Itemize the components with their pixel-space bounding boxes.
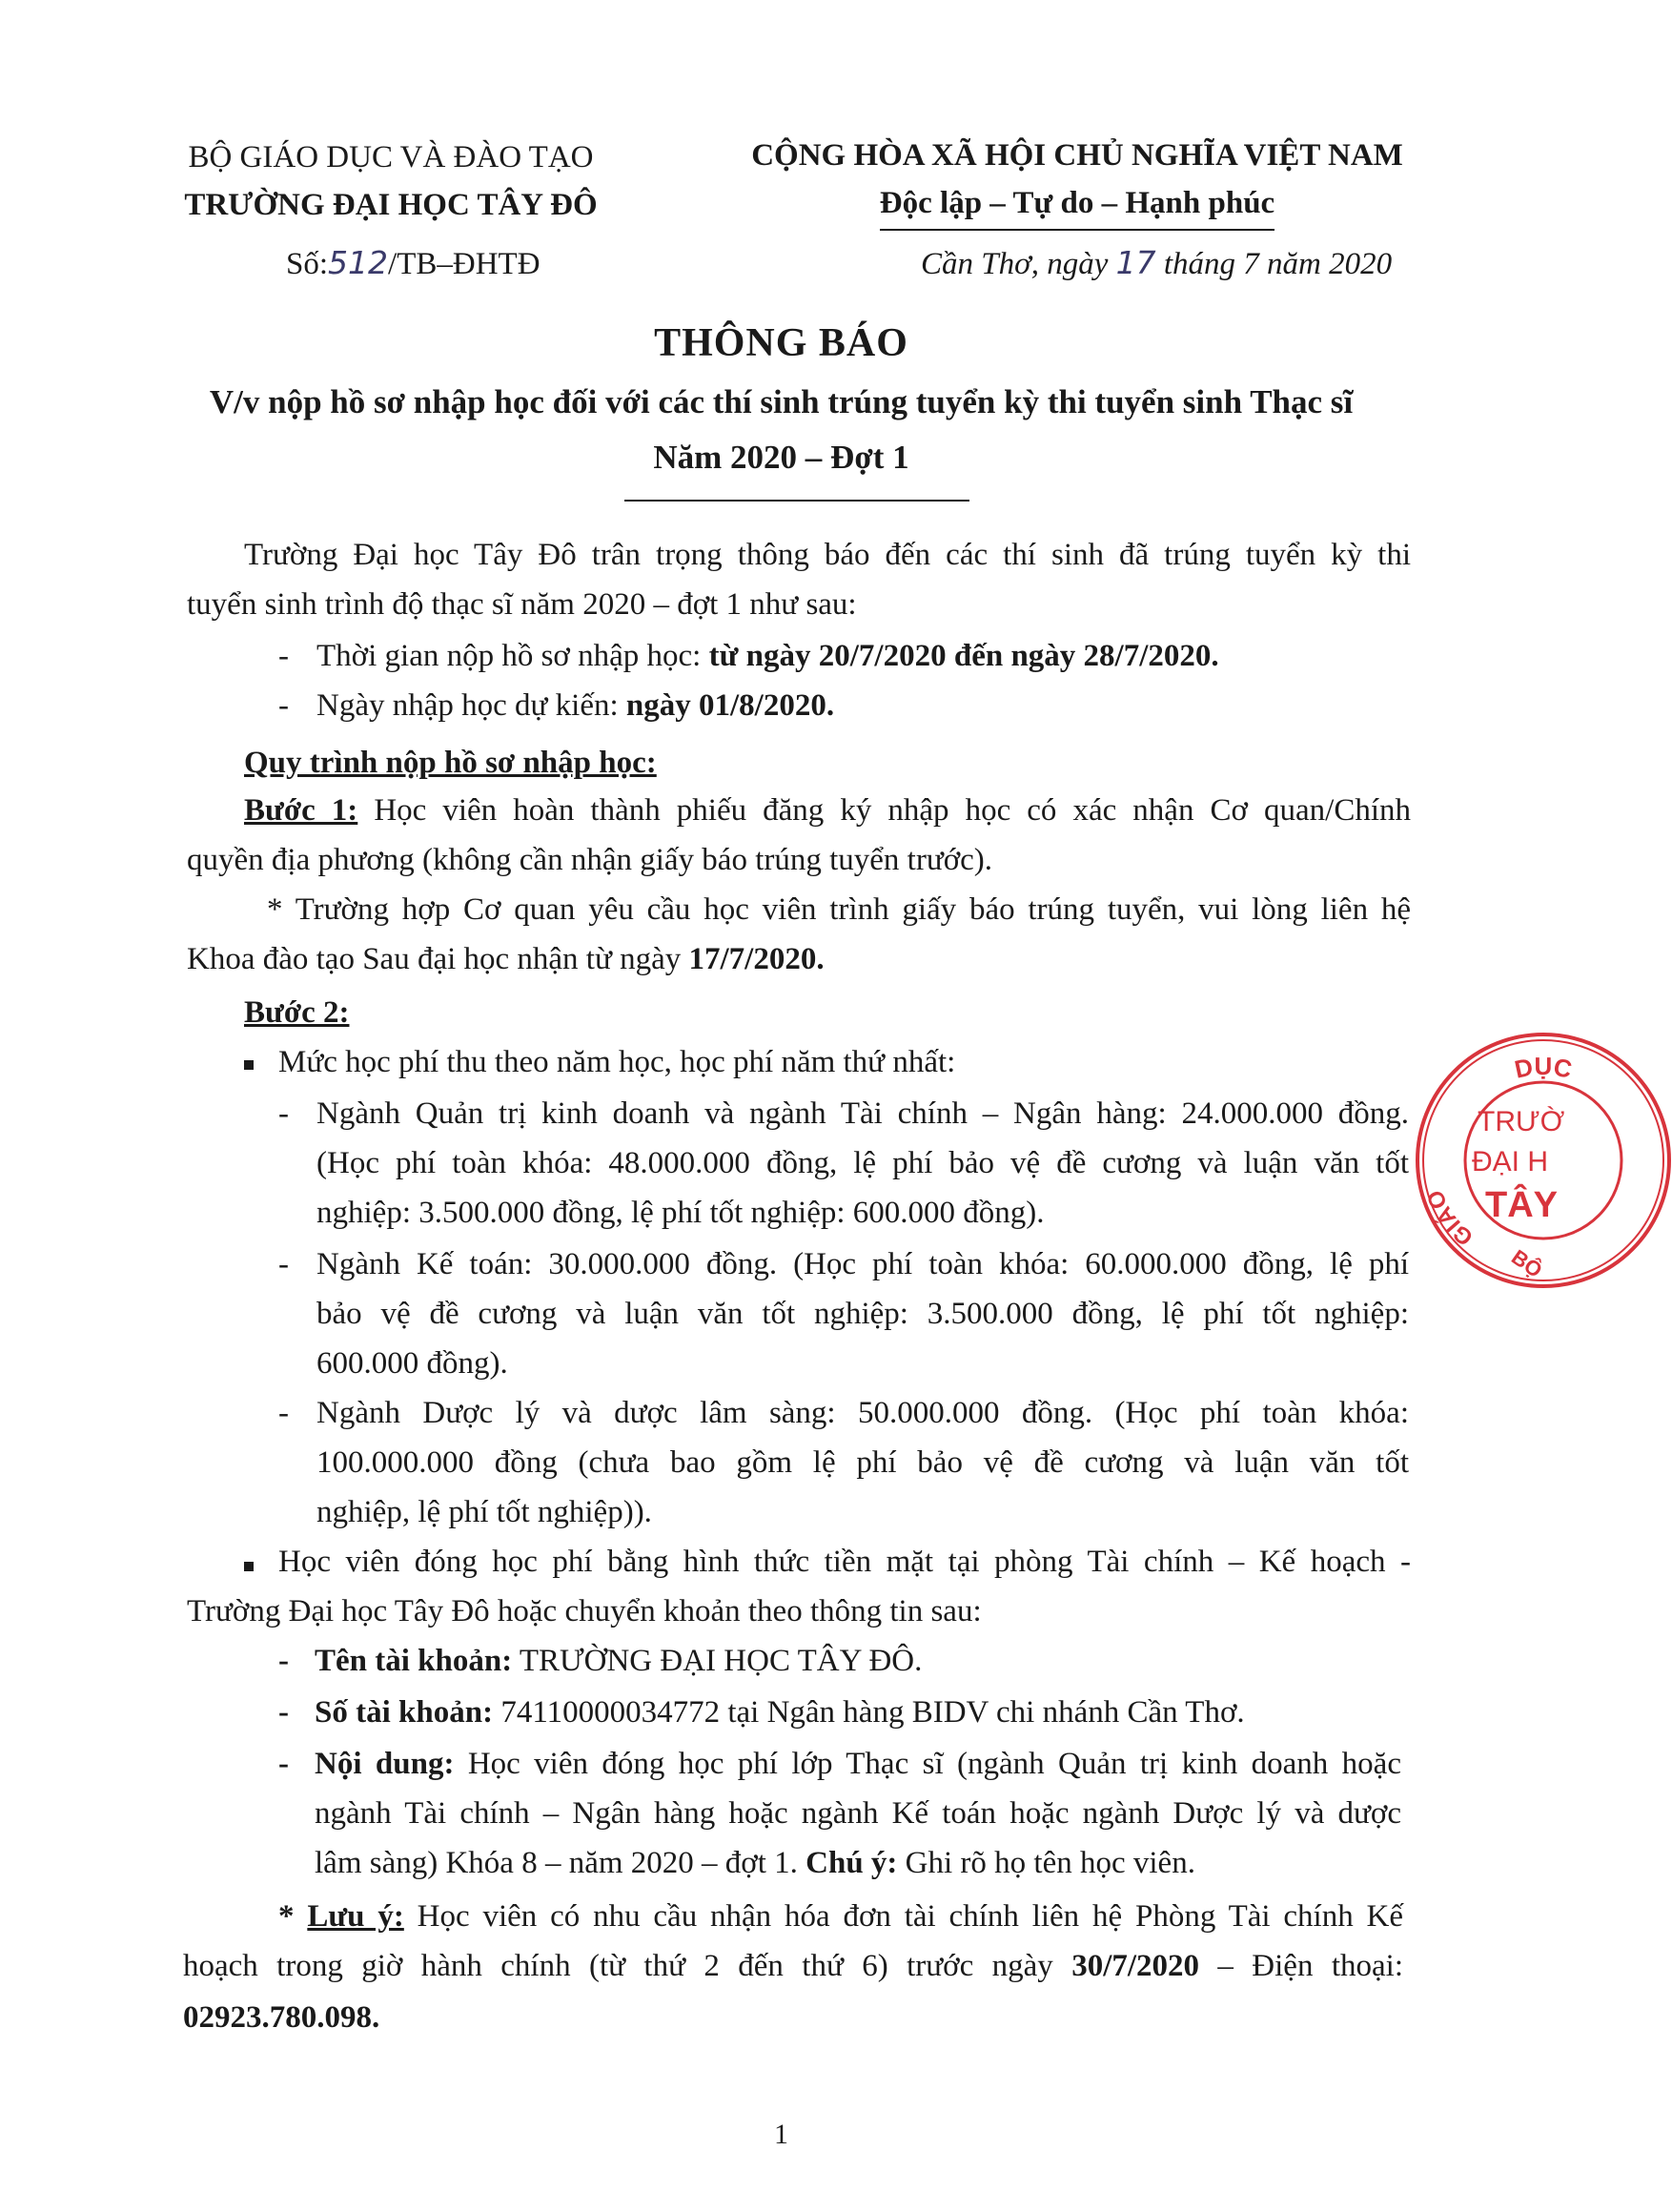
- intro-line1: Trường Đại học Tây Đô trân trọng thông báo đến các thí sinh đã trúng tuyển kỳ thi: [244, 538, 1411, 572]
- dash-marker: -: [278, 1747, 289, 1781]
- fee-kt-line1: Ngành Kế toán: 30.000.000 đồng. (Học phí toàn khóa: 60.000.000 đồng, lệ phí: [316, 1247, 1409, 1281]
- payment-line1: Học viên đóng học phí bằng hình thức tiền mặt tại phòng Tài chính – Kế hoạch -: [278, 1545, 1411, 1579]
- fee-dl-line2: 100.000.000 đồng (chưa bao gồm lệ phí bảo vệ đề cương và luận văn tốt: [316, 1445, 1409, 1480]
- fee-qtkd-line3: nghiệp: 3.500.000 đồng, lệ phí tốt nghiệp: 600.000 đồng).: [316, 1196, 1045, 1230]
- payment-line2: Trường Đại học Tây Đô hoặc chuyển khoản theo thông tin sau:: [187, 1594, 982, 1628]
- header-left: [153, 133, 629, 229]
- step1-line2: quyền địa phương (không cần nhận giấy báo trúng tuyển trước).: [187, 843, 993, 877]
- handwritten-ref-number: 512: [328, 244, 389, 281]
- document-subject-line2: Năm 2020 – Đợt 1: [653, 439, 909, 476]
- submit-period: Thời gian nộp hồ sơ nhập học: từ ngày 20/7/2020 đến ngày 28/7/2020.: [316, 639, 1219, 673]
- reference-number: Số:512/TB–ĐHTĐ: [286, 244, 540, 281]
- step1-line1: Bước 1: Học viên hoàn thành phiếu đăng ký nhập học có xác nhận Cơ quan/Chính: [244, 793, 1411, 828]
- enroll-date: Ngày nhập học dự kiến: ngày 01/8/2020.: [316, 688, 835, 723]
- ministry-name: BỘ GIÁO DỤC VÀ ĐÀO TẠO: [188, 140, 594, 174]
- header-right: [724, 132, 1430, 231]
- official-seal-stamp: [1415, 1032, 1672, 1289]
- issue-date: Cần Thơ, ngày 17 tháng 7 năm 2020: [921, 244, 1393, 281]
- document-title: THÔNG BÁO: [654, 321, 908, 365]
- svg-text:DỤC: [1512, 1052, 1575, 1084]
- nation-name: CỘNG HÒA XÃ HỘI CHỦ NGHĨA VIỆT NAM: [751, 138, 1403, 173]
- note1-line1: * Trường hợp Cơ quan yêu cầu học viên trình giấy báo trúng tuyển, vui lòng liên hệ: [267, 892, 1411, 927]
- dash-marker: -: [278, 639, 289, 673]
- national-motto: Độc lập – Tự do – Hạnh phúc: [880, 179, 1274, 231]
- title-divider: [624, 500, 969, 502]
- school-name: TRƯỜNG ĐẠI HỌC TÂY ĐÔ: [184, 188, 598, 222]
- transfer-content-line2: ngành Tài chính – Ngân hàng hoặc ngành Kế toán hoặc ngành Dược lý và dược: [315, 1796, 1401, 1831]
- process-heading: Quy trình nộp hồ sơ nhập học:: [244, 746, 657, 780]
- fee-kt-line2: bảo vệ đề cương và luận văn tốt nghiệp: 3.500.000 đồng, lệ phí tốt nghiệp:: [316, 1297, 1409, 1331]
- stamp-inner-line3: TÂY: [1485, 1185, 1558, 1225]
- fees-intro: Mức học phí thu theo năm học, học phí năm thứ nhất:: [278, 1045, 956, 1079]
- stamp-inner-line1: TRƯỜ: [1478, 1106, 1565, 1137]
- bullet-icon: [244, 1562, 254, 1571]
- fee-dl-line1: Ngành Dược lý và dược lâm sàng: 50.000.000 đồng. (Học phí toàn khóa:: [316, 1396, 1409, 1430]
- transfer-content-line1: Nội dung: Học viên đóng học phí lớp Thạc sĩ (ngành Quản trị kinh doanh hoặc: [315, 1747, 1401, 1781]
- page-number: 1: [774, 2119, 788, 2150]
- stamp-bottom-text: BỘ: [1507, 1244, 1547, 1283]
- account-name: Tên tài khoản: TRƯỜNG ĐẠI HỌC TÂY ĐÔ.: [315, 1644, 923, 1678]
- fee-qtkd-line2: (Học phí toàn khóa: 48.000.000 đồng, lệ phí bảo vệ đề cương và luận văn tốt: [316, 1146, 1409, 1180]
- dash-marker: -: [278, 1247, 289, 1281]
- note-line2: hoạch trong giờ hành chính (từ thứ 2 đến thứ 6) trước ngày 30/7/2020 – Điện thoại:: [183, 1949, 1403, 1983]
- handwritten-date-day: 17: [1115, 244, 1156, 281]
- note1-line2: Khoa đào tạo Sau đại học nhận từ ngày 17/7/2020.: [187, 942, 825, 976]
- dash-marker: -: [278, 1396, 289, 1430]
- intro-line2: tuyển sinh trình độ thạc sĩ năm 2020 – đợt 1 như sau:: [187, 587, 857, 622]
- fee-dl-line3: nghiệp, lệ phí tốt nghiệp)).: [316, 1495, 652, 1529]
- phone-number: 02923.780.098.: [183, 2000, 380, 2035]
- dash-marker: -: [278, 1096, 289, 1131]
- dash-marker: -: [278, 1695, 289, 1730]
- fee-qtkd-line1: Ngành Quản trị kinh doanh và ngành Tài chính – Ngân hàng: 24.000.000 đồng.: [316, 1096, 1409, 1131]
- stamp-inner-line2: ĐẠI H: [1472, 1146, 1549, 1178]
- note-line1: * Lưu ý: Học viên có nhu cầu nhận hóa đơn tài chính liên hệ Phòng Tài chính Kế: [278, 1899, 1403, 1934]
- stamp-top-text: DỤC: [1512, 1051, 1575, 1084]
- document-subject-line1: V/v nộp hồ sơ nhập học đối với các thí sinh trúng tuyển kỳ thi tuyển sinh Thạc sĩ: [209, 383, 1354, 420]
- transfer-content-line3: lâm sàng) Khóa 8 – năm 2020 – đợt 1. Chú ý: Ghi rõ họ tên học viên.: [315, 1846, 1195, 1880]
- dash-marker: -: [278, 1644, 289, 1678]
- svg-text:GIÁO: [1422, 1186, 1478, 1250]
- fee-kt-line3: 600.000 đồng).: [316, 1346, 508, 1381]
- bullet-icon: [244, 1060, 254, 1070]
- stamp-left-text: GIÁO: [1421, 1186, 1478, 1251]
- account-number: Số tài khoản: 74110000034772 tại Ngân hàng BIDV chi nhánh Cần Thơ.: [315, 1695, 1245, 1730]
- step2-label: Bước 2:: [244, 995, 350, 1030]
- dash-marker: -: [278, 688, 289, 723]
